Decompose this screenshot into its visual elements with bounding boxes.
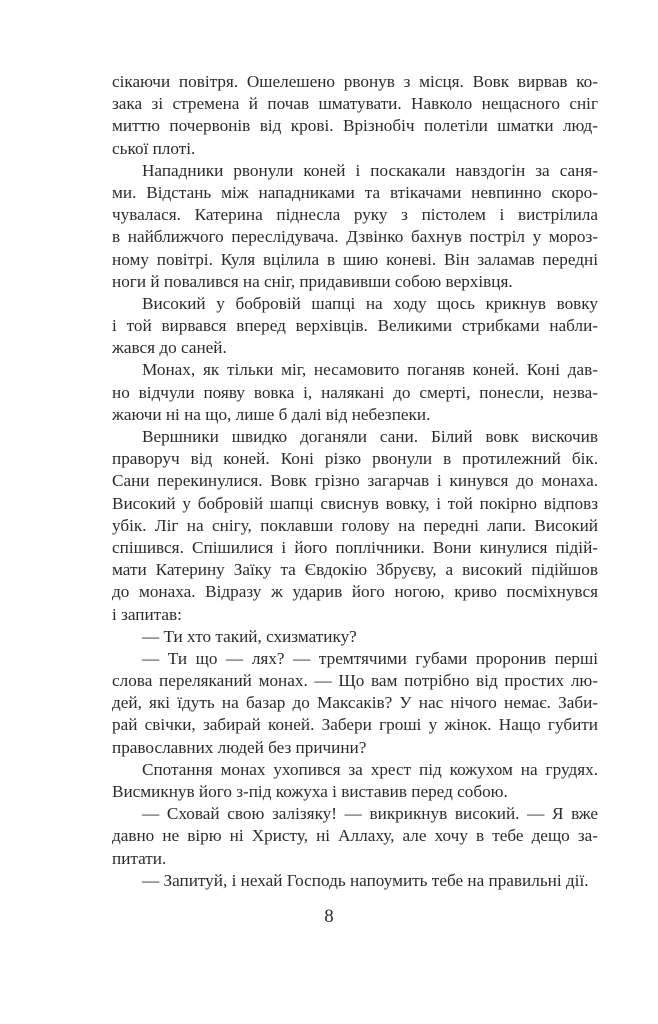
paragraph [112,870,598,892]
paragraph [112,160,598,293]
text-line: Сани перекинулися. Вовк грізно загарчав і кинувся до монаха. [112,471,598,491]
text-line: рай свічки, забирай коней. Забери гроші у жінок. Нащо губити [112,715,598,735]
text-line: чувалася. Катерина піднесла руку з пістолем і вистрілила [112,205,598,225]
text-line: питати. [112,848,167,868]
paragraph [112,803,598,870]
text-line: — Запитуй, і нехай Господь напоумить тебе на правильні дії. [142,870,589,890]
page-number: 8 [324,906,334,927]
text-line: мати Катерину Заїку та Євдокію Збруєву, а високий підійшов [112,560,598,580]
text-line: — Сховай свою залізяку! — викрикнув високий. — Я вже [142,804,598,824]
text-line: — Ти що — лях? — тремтячими губами проронив перші [142,648,598,668]
text-line: дей, які їдуть на базар до Максаків? У нас нічого немає. Заби- [112,693,598,713]
text-line: но відчули появу вовка і, налякані до смерті, понесли, незва- [112,382,598,402]
paragraph [112,359,598,426]
text-line: убік. Ліг на снігу, поклавши голову на передні лапи. Високий [112,515,598,535]
text-line: ному повітрі. Куля вцілила в шию коневі. Він заламав передні [112,249,598,269]
paragraph [112,648,598,759]
text-line: ноги й повалився на сніг, придавивши собою верхівця. [112,271,513,291]
text-line: в найближчого переслідувача. Дзвінко бахнув постріл у мороз- [112,227,598,247]
text-line: ми. Відстань між нападниками та втікачами невпинно скоро- [112,182,598,202]
text-line: Високий у бобровій шапці свиснув вовку, і той покірно відповз [112,493,598,513]
text-line: слова переляканий монах. — Що вам потрібно від простих лю- [112,671,598,691]
text-line: і запитав: [112,604,182,624]
text-line: Висмикнув його з-під кожуха і виставив перед собою. [112,782,508,801]
text-line: православних людей без причини? [112,737,367,757]
text-line: зака зі стремена й почав шматувати. Навколо нещасного сніг [112,94,598,114]
text-line: — Ти хто такий, схизматику? [142,626,357,646]
paragraph [112,71,598,160]
paragraph [112,626,598,648]
text-line: миттю почервонів від крові. Врізнобіч полетіли шматки люд- [112,116,598,136]
text-line: жаючи ні на що, лише б далі від небезпеки. [112,404,431,424]
paragraph [112,759,598,803]
text-line: Нападники рвонули коней і поскакали навздогін за саня- [142,160,598,180]
paragraph [112,293,598,360]
text-line: праворуч від коней. Коні різко рвонули в протилежний бік. [112,449,598,469]
text-line: Спотання монах ухопився за хрест під кожухом на грудях. [142,759,598,779]
text-line: Високий у бобровій шапці на ходу щось крикнув вовку [142,293,598,313]
text-line: до монаха. Відразу ж ударив його ногою, криво посміхнувся [112,582,598,602]
text-line: сікаючи повітря. Ошелешено рвонув з місця. Вовк вирвав ко- [112,72,598,91]
text-line: Монах, як тільки міг, несамовито поганяв коней. Коні дав- [142,360,598,380]
text-line: Вершники швидко доганяли сани. Білий вовк вискочив [142,427,598,446]
text-line: давно не вірю ні Христу, ні Аллаху, але хочу в тебе дещо за- [112,826,598,846]
text-line: ської плоті. [112,138,196,158]
paragraph [112,426,598,626]
text-line: жався до саней. [112,338,227,358]
text-line: і той вирвався вперед верхівців. Великими стрибками набли- [112,316,598,336]
body-text [112,71,598,892]
text-line: спішився. Спішилися і його поплічники. Вони кинулися підій- [112,537,598,557]
